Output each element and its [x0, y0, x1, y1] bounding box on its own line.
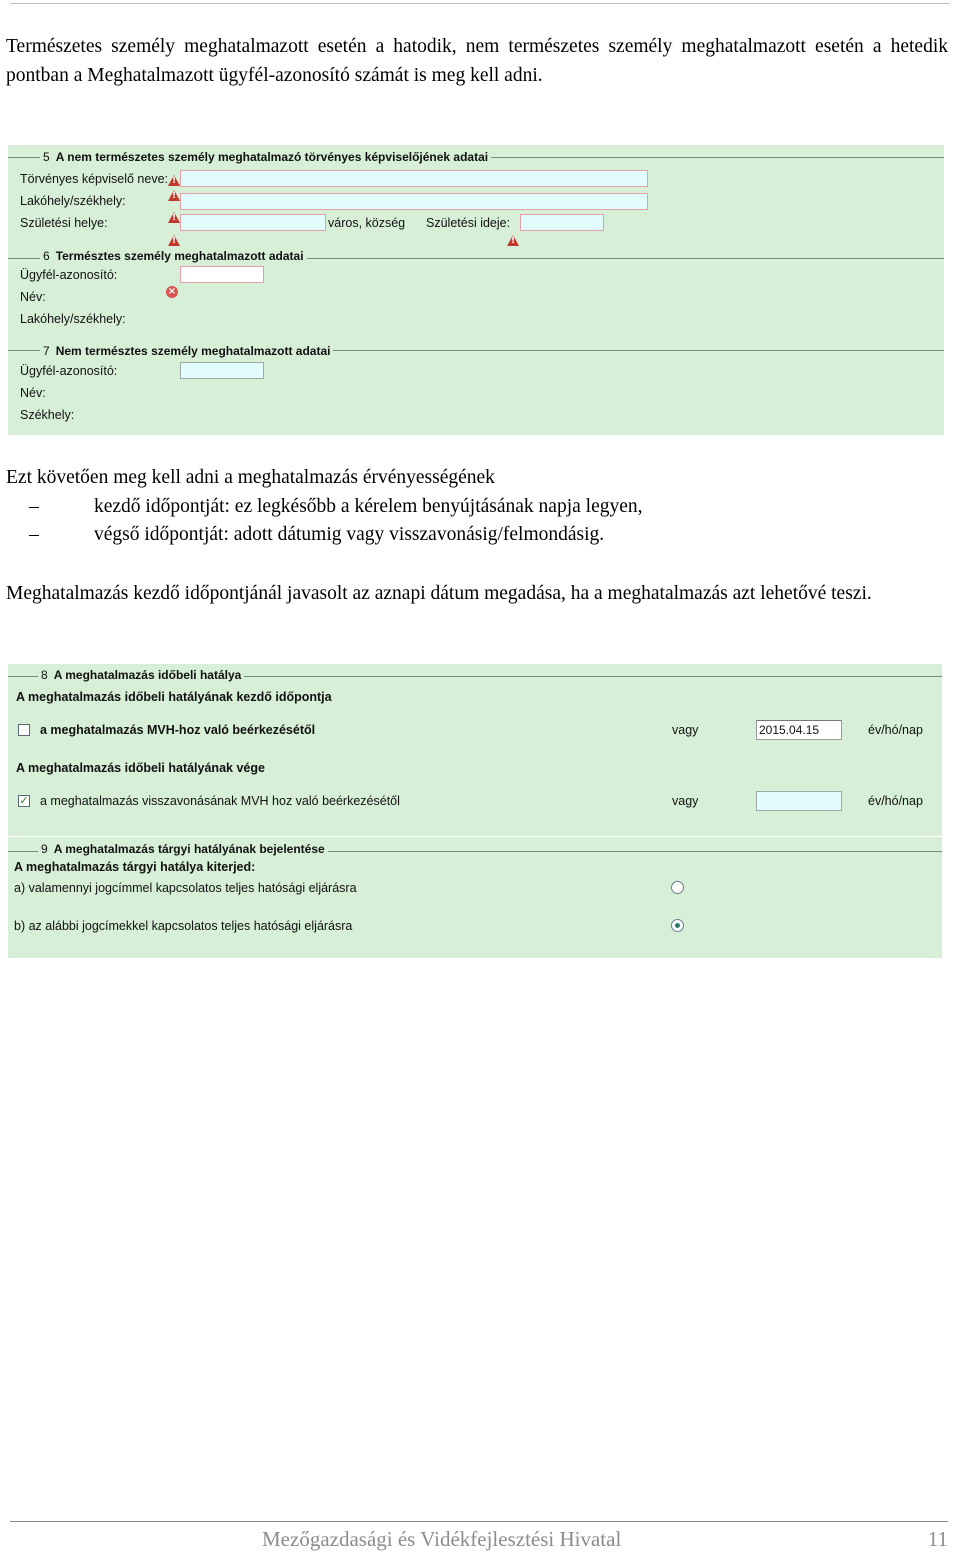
end-date-input[interactable] [756, 791, 842, 811]
page-number: 11 [927, 1527, 948, 1551]
or-label: vagy [672, 723, 699, 737]
client-id-input[interactable] [180, 362, 264, 379]
start-heading: A meghatalmazás időbeli hatályának kezdő időpontja [16, 690, 332, 704]
top-rule [10, 3, 950, 4]
section-7-header: 7 Nem természtes személy meghatalmazott adatai [40, 344, 333, 358]
birth-date-label: Születési ideje: [426, 216, 511, 230]
option-a-radio[interactable] [671, 881, 684, 894]
warning-icon [168, 175, 180, 186]
address-input[interactable] [180, 193, 648, 210]
validity-form-panel [8, 664, 942, 958]
option-b-radio[interactable] [671, 919, 684, 932]
warning-icon [168, 212, 180, 223]
section-6-header: 6 Természtes személy meghatalmazott adatai [40, 249, 307, 263]
list-item: – végső időpontját: adott dátumig vagy visszavonásig/felmondásig. [6, 521, 948, 550]
warning-icon [168, 190, 180, 201]
rep-name-input[interactable] [180, 170, 648, 187]
date-format-label: év/hó/nap [868, 723, 923, 737]
validity-lead: Ezt követően meg kell adni a meghatalmazás érvényességének [6, 467, 495, 488]
end-option-label: a meghatalmazás visszavonásának MVH hoz való beérkezésétől [40, 794, 400, 808]
address-label: Lakóhely/székhely: [20, 312, 126, 326]
client-id-label: Ügyfél-azonosító: [20, 364, 118, 378]
or-label: vagy [672, 794, 699, 808]
client-id-label: Ügyfél-azonosító: [20, 268, 118, 282]
section-9-header: 9 A meghatalmazás tárgyi hatályának bejelentése [38, 842, 328, 856]
list-item: – kezdő időpontját: ez legkésőbb a kérelem benyújtásának napja legyen, [6, 493, 948, 522]
intro-paragraph: Természetes személy meghatalmazott esetén a hatodik, nem természetes személy meghatalmazott esetén a hetedik pontban a Meghatalmazott ügyfél-azonosító számát is meg kell adni. [6, 36, 948, 86]
section-5-header: 5 A nem természetes személy meghatalmazó törvényes képviselőjének adatai [40, 150, 491, 164]
rep-name-label: Törvényes képviselő neve: [20, 172, 168, 186]
birth-place-label: Születési helye: [20, 216, 108, 230]
representative-form-panel [8, 145, 944, 435]
birth-date-input[interactable] [520, 214, 604, 231]
start-checkbox[interactable] [18, 724, 30, 736]
warning-icon [507, 235, 519, 246]
warning-icon [168, 235, 180, 246]
scope-heading: A meghatalmazás tárgyi hatálya kiterjed: [14, 860, 256, 874]
start-date-input[interactable]: 2015.04.15 [756, 720, 842, 740]
footer-org: Mezőgazdasági és Vidékfejlesztési Hivatal [262, 1527, 622, 1551]
address-label: Lakóhely/székhely: [20, 194, 126, 208]
date-format-label: év/hó/nap [868, 794, 923, 808]
section-8-header: 8 A meghatalmazás időbeli hatálya [38, 668, 244, 682]
error-icon: × [167, 286, 177, 297]
end-checkbox[interactable]: ✓ [19, 794, 29, 807]
option-b-label: b) az alábbi jogcímekkel kapcsolatos teljes hatósági eljárásra [14, 919, 353, 933]
client-id-input[interactable] [180, 266, 264, 283]
city-label: város, község [328, 216, 406, 230]
birth-place-input[interactable] [180, 214, 326, 231]
seat-label: Székhely: [20, 408, 75, 422]
name-label: Név: [20, 386, 46, 400]
name-label: Név: [20, 290, 46, 304]
option-a-label: a) valamennyi jogcímmel kapcsolatos teljes hatósági eljárásra [14, 881, 357, 895]
suggestion-paragraph: Meghatalmazás kezdő időpontjánál javasolt az aznapi dátum megadása, ha a meghatalmazás azt lehetővé teszi. [6, 583, 872, 604]
footer-rule [10, 1521, 948, 1522]
end-heading: A meghatalmazás időbeli hatályának vége [16, 761, 265, 775]
validity-paragraph [6, 464, 948, 550]
start-option-label: a meghatalmazás MVH-hoz való beérkezésétől [40, 723, 316, 737]
